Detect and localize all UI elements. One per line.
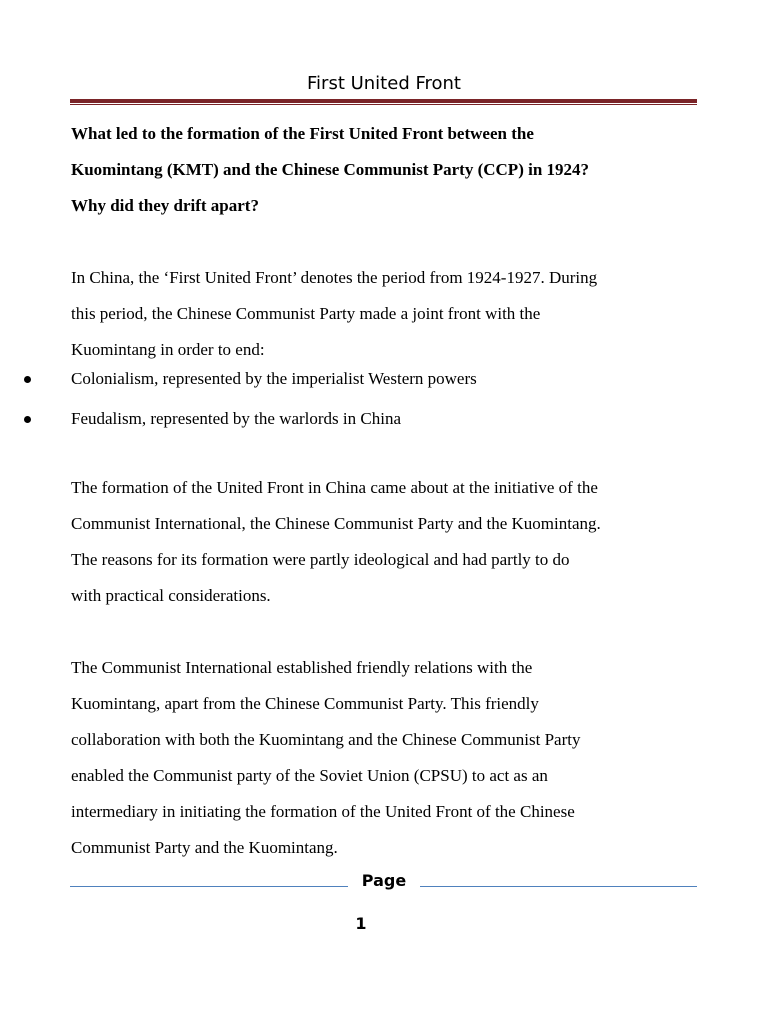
question-line: Kuomintang (KMT) and the Chinese Communist Party (CCP) in 1924? <box>71 160 590 179</box>
paragraph-line: Communist International, the Chinese Communist Party and the Kuomintang. <box>71 514 601 533</box>
paragraph-intro <box>71 260 701 368</box>
paragraph-formation <box>71 470 701 614</box>
paragraph-line: enabled the Communist party of the Soviet Union (CPSU) to act as an <box>71 766 548 785</box>
paragraph-line: In China, the ‘First United Front’ denotes the period from 1924-1927. During <box>71 268 598 287</box>
bullet-item <box>71 408 701 430</box>
footer-rule-left <box>70 886 348 887</box>
paragraph-line: Communist Party and the Kuomintang. <box>71 838 338 857</box>
paragraph-line: this period, the Chinese Communist Party made a joint front with the <box>71 304 541 323</box>
document-body <box>71 116 701 866</box>
page-number: 1 <box>355 914 367 933</box>
paragraph-line: The reasons for its formation were partly ideological and had partly to do <box>71 550 570 569</box>
paragraph-line: Kuomintang in order to end: <box>71 340 265 359</box>
question-heading <box>71 116 701 224</box>
footer-page-label: Page <box>361 871 407 890</box>
bullet-icon <box>24 376 31 383</box>
document-title: First United Front <box>307 73 461 94</box>
paragraph-line: intermediary in initiating the formation of the United Front of the Chinese <box>71 802 575 821</box>
paragraph-line: collaboration with both the Kuomintang and the Chinese Communist Party <box>71 730 581 749</box>
bullet-item <box>71 368 701 390</box>
bullet-icon <box>24 416 31 423</box>
question-line: What led to the formation of the First United Front between the <box>71 124 534 143</box>
paragraph-line: The formation of the United Front in China came about at the initiative of the <box>71 478 598 497</box>
question-line: Why did they drift apart? <box>71 196 259 215</box>
header-divider <box>70 99 697 105</box>
footer-rule-right <box>420 886 697 887</box>
paragraph-line: with practical considerations. <box>71 586 271 605</box>
paragraph-line: The Communist International established friendly relations with the <box>71 658 533 677</box>
bullet-text: Feudalism, represented by the warlords in China <box>71 409 402 428</box>
bullet-list <box>71 368 701 430</box>
bullet-text: Colonialism, represented by the imperialist Western powers <box>71 369 477 388</box>
paragraph-line: Kuomintang, apart from the Chinese Communist Party. This friendly <box>71 694 539 713</box>
paragraph-comintern <box>71 650 701 866</box>
